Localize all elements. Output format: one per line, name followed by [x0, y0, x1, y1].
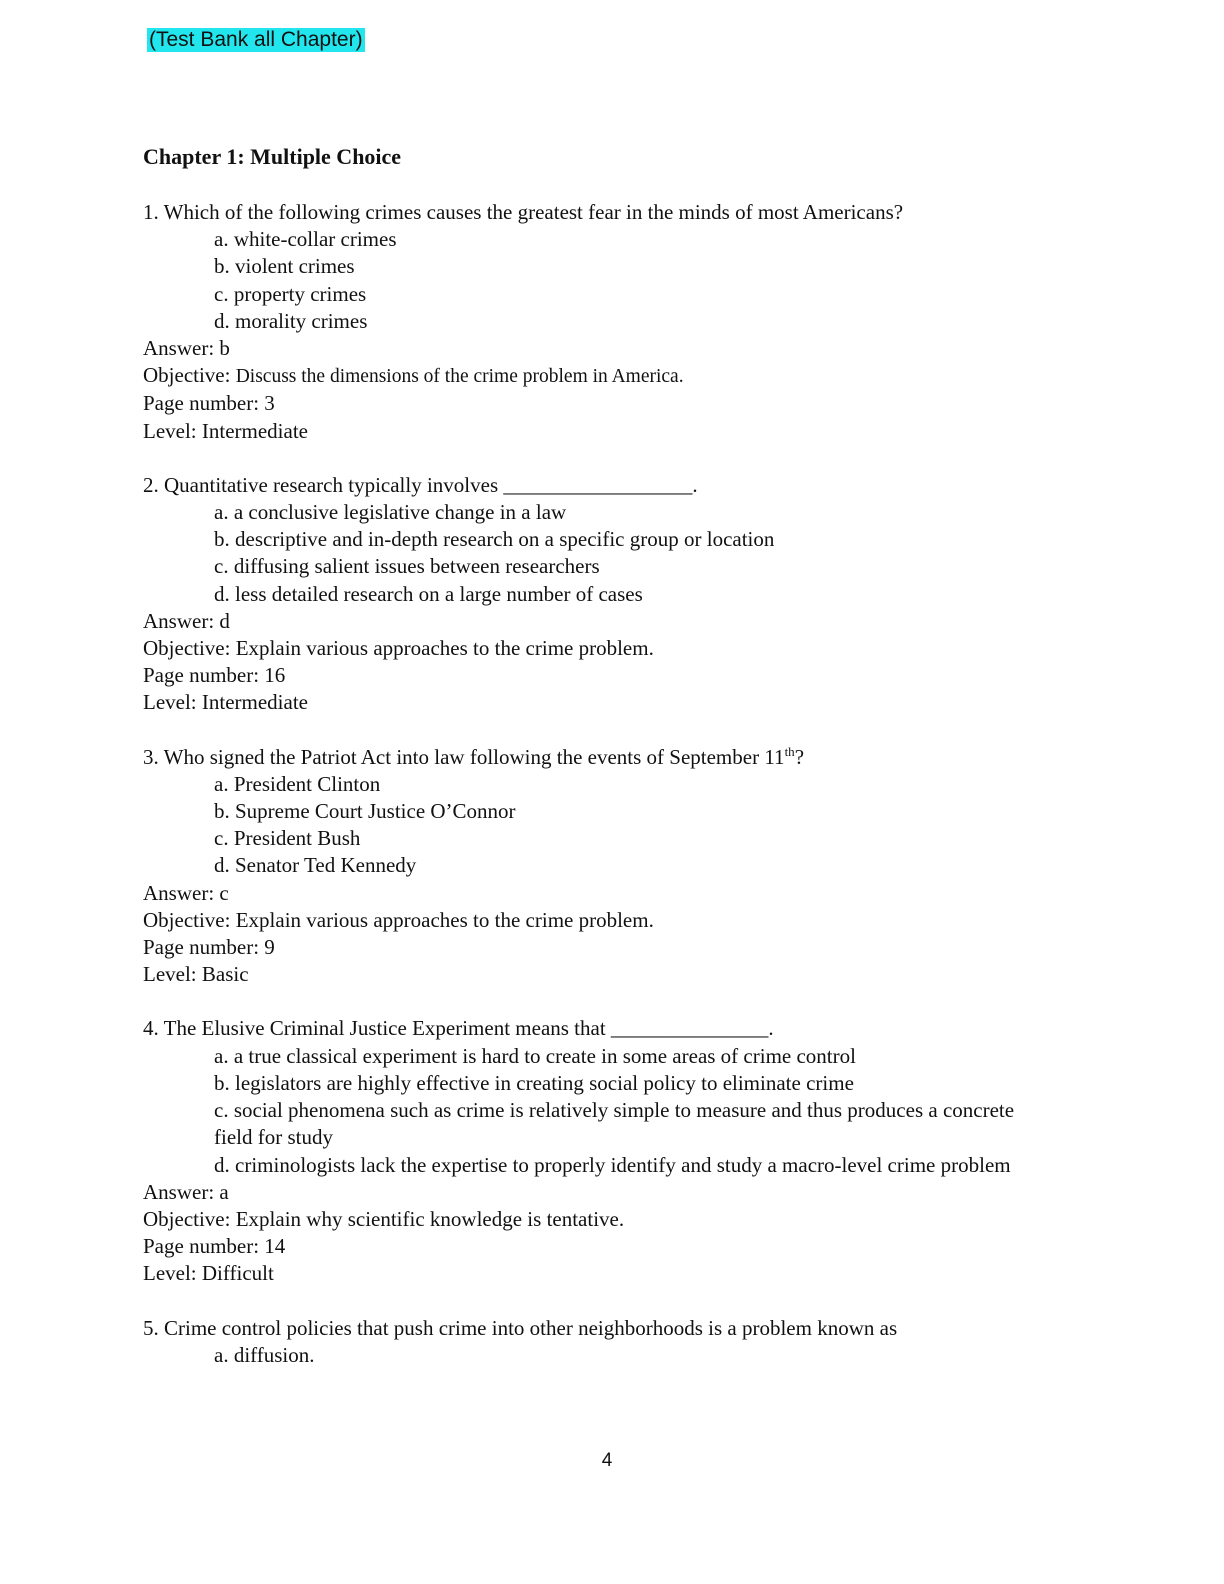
question-stem: [143, 744, 1103, 771]
option-a: a. diffusion.: [214, 1342, 315, 1367]
question-stem: 1. Which of the following crimes causes the greatest fear in the minds of most Americans?: [143, 200, 904, 224]
question-stem: 2. Quantitative research typically involves __________________.: [143, 472, 698, 497]
option-d: d. Senator Ted Kennedy: [214, 853, 417, 878]
option-b: b. violent crimes: [214, 254, 355, 279]
option-c: c. diffusing salient issues between researchers: [214, 554, 600, 579]
difficulty-level: Level: Intermediate: [143, 690, 308, 715]
option-d: d. morality crimes: [214, 308, 368, 333]
ordinal-superscript: th: [784, 743, 795, 759]
answer: Answer: b: [143, 336, 230, 361]
objective: [143, 362, 1103, 390]
option-c: c. President Bush: [214, 826, 361, 851]
stem-end: ?: [794, 744, 805, 769]
difficulty-level: Level: Basic: [143, 962, 249, 987]
page-number: 4: [601, 1450, 613, 1471]
question-5: [143, 1315, 1103, 1369]
answer: Answer: c: [143, 880, 229, 905]
page-reference: Page number: 16: [143, 663, 286, 688]
answer: Answer: a: [143, 1179, 229, 1204]
question-stem: 4. The Elusive Criminal Justice Experiment means that _______________.: [143, 1016, 774, 1041]
difficulty-level: Level: Difficult: [143, 1261, 274, 1286]
option-d: d. less detailed research on a large number of cases: [214, 581, 643, 606]
question-2: [143, 472, 1103, 717]
objective: Objective: Explain various approaches to the crime problem.: [143, 907, 654, 932]
page-reference: Page number: 3: [143, 391, 275, 416]
page-reference: Page number: 14: [143, 1234, 286, 1259]
option-c: c. property crimes: [214, 281, 367, 306]
objective: Objective: Explain why scientific knowledge is tentative.: [143, 1206, 625, 1231]
page-reference: Page number: 9: [143, 935, 275, 960]
option-c: c. social phenomena such as crime is relatively simple to measure and thus produces a concrete field for study: [214, 1098, 1015, 1150]
objective: Objective: Explain various approaches to the crime problem.: [143, 636, 654, 661]
question-4: [143, 1015, 1103, 1287]
option-b: b. descriptive and in-depth research on a specific group or location: [214, 527, 775, 552]
option-b: b. Supreme Court Justice O’Connor: [214, 799, 516, 824]
option-a: a. President Clinton: [214, 771, 381, 796]
test-bank-highlight-tag: (Test Bank all Chapter): [149, 28, 363, 51]
option-a: a. white-collar crimes: [214, 227, 397, 252]
answer: Answer: d: [143, 608, 230, 633]
chapter-title: Chapter 1: Multiple Choice: [143, 144, 402, 169]
objective-label: Objective:: [143, 363, 236, 388]
question-stem: 5. Crime control policies that push crime into other neighborhoods is a problem known as: [143, 1315, 898, 1340]
difficulty-level: Level: Intermediate: [143, 418, 308, 443]
option-a: a. a conclusive legislative change in a law: [214, 500, 567, 525]
option-b: b. legislators are highly effective in creating social policy to eliminate crime: [214, 1070, 854, 1095]
objective-text: Discuss the dimensions of the crime problem in America.: [235, 366, 684, 388]
question-3: [143, 744, 1103, 989]
stem-text: 3. Who signed the Patriot Act into law following the events of September 11: [143, 744, 785, 769]
document-body: [143, 143, 1103, 1396]
question-1: [143, 199, 1103, 445]
option-a: a. a true classical experiment is hard to create in some areas of crime control: [214, 1043, 856, 1068]
option-d: d. criminologists lack the expertise to properly identify and study a macro-level crime problem: [214, 1152, 1011, 1177]
